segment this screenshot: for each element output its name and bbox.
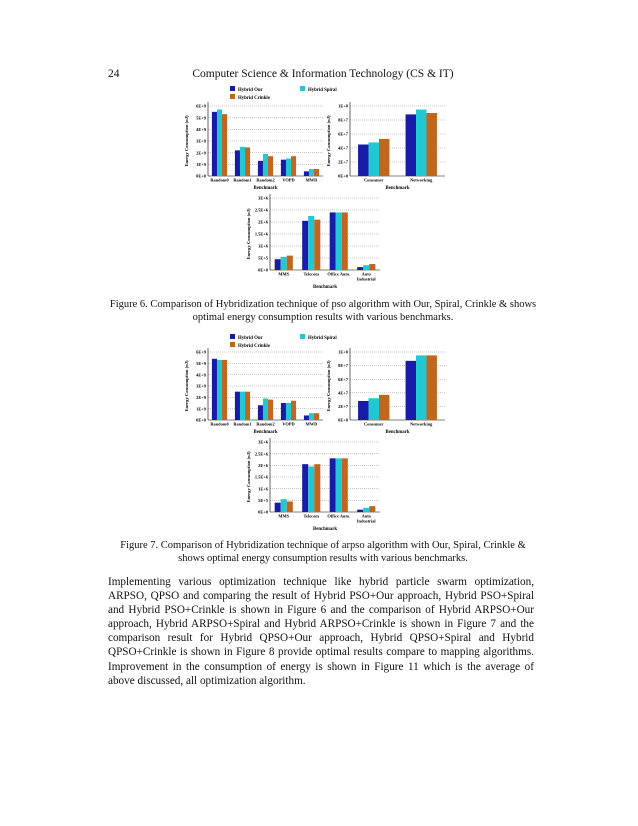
x-tick-label: Auto Industrial	[356, 271, 376, 282]
x-tick-label: Networking	[410, 421, 433, 427]
y-tick-label: 6E+7	[338, 376, 348, 382]
y-axis-label: Energy Consumption (nJ)	[246, 208, 251, 260]
bar	[275, 503, 281, 512]
figure-6-caption: Figure 6. Comparison of Hybridization technique of pso algorithm with Our, Spiral, Crinkle & shows optimal energy consumption results with various benchmarks.	[109, 299, 537, 323]
bar	[302, 221, 308, 270]
y-tick-label: 3E+9	[196, 138, 206, 144]
bar-chart	[326, 102, 445, 191]
x-tick-label: MWD	[305, 421, 318, 427]
y-tick-label: 6E+9	[196, 349, 206, 355]
journal-title: Computer Science & Information Technology (CS & IT)	[192, 68, 454, 80]
y-tick-label: 4E+7	[338, 390, 348, 396]
x-axis-label: Benchmark	[313, 527, 337, 530]
x-axis-label: Benchmark	[313, 285, 337, 290]
y-axis-label: Energy Consumption (nJ)	[326, 115, 331, 167]
x-tick-label: Auto Industrial	[356, 513, 376, 524]
x-tick-label: Telecom	[303, 271, 319, 277]
y-tick-label: 2E+6	[258, 462, 268, 468]
bar	[268, 156, 273, 176]
y-tick-label: 8E+7	[338, 363, 348, 369]
bar	[287, 502, 293, 513]
x-tick-label: Telecom	[303, 513, 319, 519]
bar	[363, 265, 369, 270]
figure-7-caption: Figure 7. Comparison of Hybridization technique of arpso algorithm with Our, Spiral, Crinkle & shows optimal energy consumption results with various benchmarks.	[120, 540, 526, 564]
y-tick-label: 2E+9	[196, 150, 206, 156]
bar	[308, 467, 314, 513]
bar	[281, 160, 286, 176]
bar	[406, 114, 416, 176]
bar	[291, 156, 296, 176]
y-tick-label: 1E+8	[338, 103, 348, 109]
y-tick-label: 3E+9	[196, 383, 206, 389]
bar-chart	[246, 438, 380, 530]
x-tick-label: Random2	[256, 421, 275, 427]
bar	[263, 398, 268, 420]
legend-label: Hybrid Spiral	[308, 88, 337, 93]
y-axis-label: Energy Consumption (nJ)	[326, 360, 331, 412]
bar	[245, 392, 250, 420]
y-tick-label: 8E+7	[338, 117, 348, 123]
bar	[314, 169, 319, 176]
y-tick-label: 0E+0	[258, 509, 268, 515]
x-tick-label: MWD	[305, 177, 318, 183]
bar-chart	[326, 348, 445, 435]
bar	[406, 361, 416, 420]
bar	[304, 171, 309, 176]
bar	[212, 359, 217, 420]
bar	[416, 355, 426, 420]
legend-swatch	[230, 94, 235, 99]
y-tick-label: 0E+0	[258, 267, 268, 273]
y-tick-label: 5E+5	[258, 497, 268, 503]
y-tick-label: 2.5E+6	[254, 451, 268, 457]
bar	[308, 216, 314, 270]
legend-swatch	[230, 334, 235, 339]
bar	[336, 212, 342, 270]
legend-label: Hybrid Crinkle	[238, 344, 270, 349]
bar	[287, 256, 293, 270]
y-tick-label: 4E+7	[338, 145, 348, 151]
bar	[275, 259, 281, 270]
legend-swatch	[300, 86, 305, 91]
y-tick-label: 1E+9	[196, 406, 206, 412]
bar	[426, 355, 436, 420]
y-tick-label: 0E+0	[338, 417, 348, 423]
bar	[235, 392, 240, 420]
y-tick-label: 2E+7	[338, 404, 348, 409]
legend-swatch	[230, 86, 235, 91]
legend-swatch	[300, 334, 305, 339]
y-tick-label: 4E+9	[196, 126, 206, 132]
y-tick-label: 1.5E+6	[254, 231, 268, 237]
x-tick-label: Networking	[410, 177, 433, 183]
y-axis-label: Energy Consumption (nJ)	[184, 360, 189, 412]
x-tick-label: Consumer	[363, 177, 384, 183]
bar	[222, 360, 227, 420]
y-tick-label: 6E+7	[338, 131, 348, 137]
x-tick-label: Consumer	[363, 421, 384, 427]
bar	[369, 398, 379, 420]
bar	[281, 403, 286, 420]
x-tick-label: Random2	[256, 177, 275, 183]
bar	[309, 169, 314, 176]
bar	[314, 413, 319, 420]
y-tick-label: 1E+6	[258, 486, 268, 492]
legend-label: Hybrid Our	[238, 336, 263, 341]
bar	[358, 145, 368, 177]
bar-chart	[246, 194, 380, 290]
bar	[336, 458, 342, 512]
bar-chart	[184, 102, 323, 191]
y-tick-label: 3E+6	[258, 439, 268, 445]
x-tick-label: MMS	[278, 271, 290, 277]
x-axis-label: Benchmark	[385, 430, 410, 435]
legend-swatch	[230, 342, 235, 347]
bar	[302, 464, 308, 512]
y-tick-label: 1E+8	[338, 349, 348, 355]
bar	[314, 464, 320, 512]
y-tick-label: 2E+9	[196, 394, 206, 400]
legend-label: Hybrid Crinkle	[238, 96, 270, 101]
legend-label: Hybrid Our	[238, 88, 263, 93]
x-tick-label: Random1	[233, 177, 252, 183]
bar	[258, 161, 263, 176]
y-tick-label: 6E+9	[196, 103, 206, 109]
y-tick-label: 2E+6	[258, 219, 268, 225]
x-tick-label: VOPD	[282, 421, 295, 427]
bar	[369, 142, 379, 176]
bar	[291, 401, 296, 420]
bar	[286, 403, 291, 420]
body-paragraph: Implementing various optimization technique like hybrid particle swarm optimization, ARPSO, QPSO and comparing the result of Hybrid PSO+Our approach, Hybrid PSO+Spiral and Hybrid PSO+Crinkle is shown in Figure 6 and the comparison of Hybrid ARPSO+Our approach, Hybrid ARPSO+Spiral and Hybrid ARPSO+Crinkle is shown in Figure 7 and the comparison result for Hybrid QPSO+Our approach, Hybrid QPSO+Spiral and Hybrid QPSO+Crinkle is shown in Figure 8 provide optimal results compare to mapping algorithms. Improvement in the consumption of energy is shown in Figure 11 which is the average of above discussed, all optimization algorithm.	[108, 576, 534, 687]
x-tick-label: Random0	[210, 177, 229, 183]
x-tick-label: VOPD	[282, 177, 295, 183]
x-axis-label: Benchmark	[253, 430, 278, 435]
bar	[245, 147, 250, 176]
y-tick-label: 2E+7	[338, 159, 348, 165]
bar	[363, 508, 369, 512]
bar	[369, 506, 375, 512]
y-tick-label: 1E+9	[196, 161, 206, 167]
y-axis-label: Energy Consumption (nJ)	[246, 451, 251, 503]
bar	[268, 400, 273, 420]
bar	[379, 139, 389, 176]
y-tick-label: 5E+9	[196, 360, 206, 366]
bar	[426, 113, 436, 176]
bar	[281, 257, 287, 270]
bar	[342, 212, 348, 270]
bar	[342, 458, 348, 512]
legend	[230, 86, 337, 101]
bar	[304, 415, 309, 420]
x-axis-label: Benchmark	[253, 186, 278, 191]
bar	[281, 499, 287, 512]
y-tick-label: 5E+5	[258, 255, 268, 261]
y-tick-label: 0E+0	[196, 173, 206, 179]
bar	[217, 360, 222, 420]
legend	[230, 334, 337, 349]
bar	[357, 510, 363, 512]
x-tick-label: Random0	[210, 421, 229, 427]
page-number: 24	[108, 68, 120, 80]
bar	[258, 405, 263, 420]
y-axis-label: Energy Consumption (nJ)	[184, 115, 189, 167]
legend-label: Hybrid Spiral	[308, 336, 337, 341]
y-tick-label: 3E+6	[258, 195, 268, 201]
y-tick-label: 1.5E+6	[254, 474, 268, 480]
y-tick-label: 4E+9	[196, 372, 206, 378]
bar	[222, 114, 227, 176]
x-axis-label: Benchmark	[385, 186, 410, 191]
bar	[286, 159, 291, 177]
x-tick-label: MMS	[278, 513, 290, 519]
bar	[358, 401, 368, 420]
figure-6	[180, 82, 460, 292]
bar	[212, 112, 217, 176]
y-tick-label: 5E+9	[196, 115, 206, 121]
y-tick-label: 0E+0	[196, 417, 206, 423]
y-tick-label: 0E+0	[338, 173, 348, 179]
bar	[217, 110, 222, 177]
bar	[309, 413, 314, 420]
y-tick-label: 1E+6	[258, 243, 268, 249]
bar	[330, 212, 336, 270]
bar	[357, 267, 363, 270]
bar	[235, 150, 240, 176]
x-tick-label: Office Auto.	[327, 513, 351, 519]
bar	[369, 264, 375, 270]
bar	[314, 220, 320, 270]
x-tick-label: Office Auto.	[327, 271, 351, 277]
bar	[416, 110, 426, 177]
bar	[263, 154, 268, 176]
y-tick-label: 2.5E+6	[254, 207, 268, 213]
bar	[330, 458, 336, 512]
bar-chart	[184, 348, 323, 435]
bar	[240, 392, 245, 420]
bar	[240, 147, 245, 176]
x-tick-label: Random1	[233, 421, 252, 427]
figure-7	[180, 330, 460, 530]
bar	[379, 395, 389, 420]
